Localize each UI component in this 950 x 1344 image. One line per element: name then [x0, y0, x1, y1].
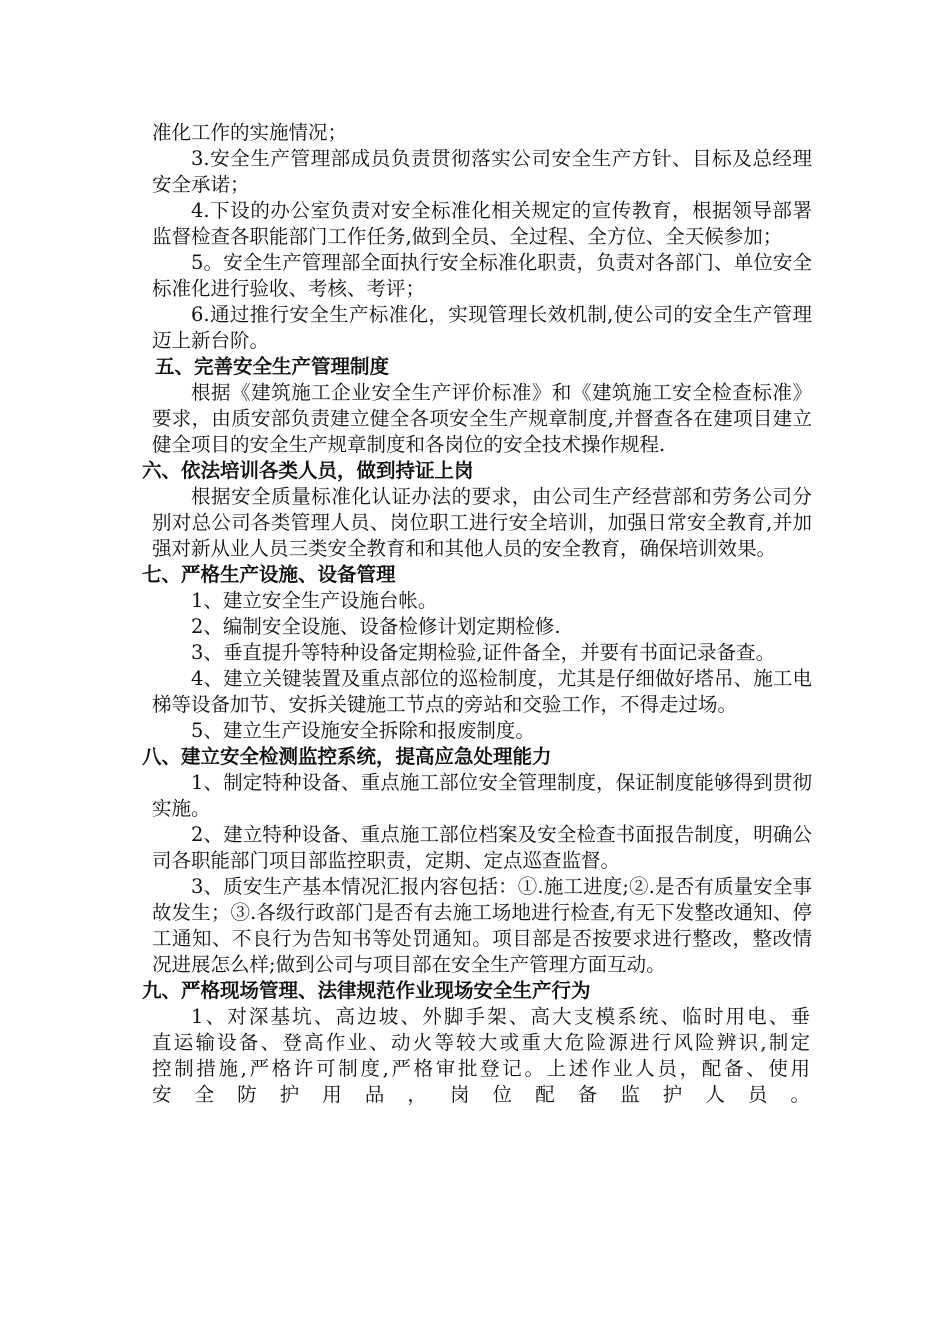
section-heading-9: 九、严格现场管理、法律规范作业现场安全生产行为 [142, 979, 591, 1002]
section-5-paragraph: 根据《建筑施工企业安全生产评价标准》和《建筑施工安全检查标准》要求，由质安部负责建立健全各项安全生产规章制度,并督查各在建项目建立健全项目的安全生产规章制度和各岗位的安全技术操作规程. [152, 381, 812, 456]
item-4-paragraph: 4.下设的办公室负责对安全标准化相关规定的宣传教育，根据领导部署监督检查各职能部门工作任务,做到全员、全过程、全方位、全天候参加； [152, 199, 812, 248]
item-6-paragraph: 6.通过推行安全生产标准化，实现管理长效机制,使公司的安全生产管理迈上新台阶。 [152, 303, 812, 352]
section-8-item-1: 1、制定特种设备、重点施工部位安全管理制度，保证制度能够得到贯彻实施。 [152, 771, 812, 820]
section-heading-5: 五、完善安全生产管理制度 [155, 355, 390, 378]
section-7-item-5: 5、建立生产设施安全拆除和报废制度。 [191, 719, 535, 742]
document-body [142, 120, 812, 1108]
section-7-item-4: 4、建立关键装置及重点部位的巡检制度，尤其是仔细做好塔吊、施工电梯等设备加节、安拆关键施工节点的旁站和交验工作，不得走过场。 [152, 667, 812, 716]
section-8-item-2: 2、建立特种设备、重点施工部位档案及安全检查书面报告制度，明确公司各职能部门项目部监控职责，定期、定点巡查监督。 [152, 823, 812, 872]
section-7-item-1: 1、建立安全生产设施台帐。 [191, 589, 438, 612]
section-heading-7: 七、严格生产设施、设备管理 [142, 563, 396, 586]
paragraph-continuation: 准化工作的实施情况； [152, 121, 348, 144]
section-heading-8: 八、建立安全检测监控系统，提高应急处理能力 [142, 745, 552, 768]
item-5-paragraph: 5。安全生产管理部全面执行安全标准化职责，负责对各部门、单位安全标准化进行验收、考核、考评； [152, 251, 812, 300]
section-9-item-1: 1、对深基坑、高边坡、外脚手架、高大支模系统、临时用电、垂直运输设备、登高作业、动火等较大或重大危险源进行风险辨识,制定控制措施,严格许可制度,严格审批登记。上述作业人员，配备、使用安全防护用品，岗位配备监护人员。 [152, 1005, 812, 1106]
section-heading-6: 六、依法培训各类人员，做到持证上岗 [142, 459, 474, 482]
section-8-item-3: 3、质安生产基本情况汇报内容包括：①.施工进度;②.是否有质量安全事故发生；③.各级行政部门是否有去施工场地进行检查,有无下发整改通知、停工通知、不良行为告知书等处罚通知。项目部是否按要求进行整改，整改情况进展怎么样;做到公司与项目部在安全生产管理方面互动。 [152, 875, 812, 976]
section-7-item-2: 2、编制安全设施、设备检修计划定期检修. [191, 615, 561, 638]
section-6-paragraph: 根据安全质量标准化认证办法的要求，由公司生产经营部和劳务公司分别对总公司各类管理人员、岗位职工进行安全培训，加强日常安全教育,并加强对新从业人员三类安全教育和和其他人员的安全教育，确保培训效果。 [152, 485, 812, 560]
section-7-item-3: 3、垂直提升等特种设备定期检验,证件备全，并要有书面记录备查。 [191, 641, 776, 664]
item-3-paragraph: 3.安全生产管理部成员负责贯彻落实公司安全生产方针、目标及总经理安全承诺； [152, 147, 812, 196]
